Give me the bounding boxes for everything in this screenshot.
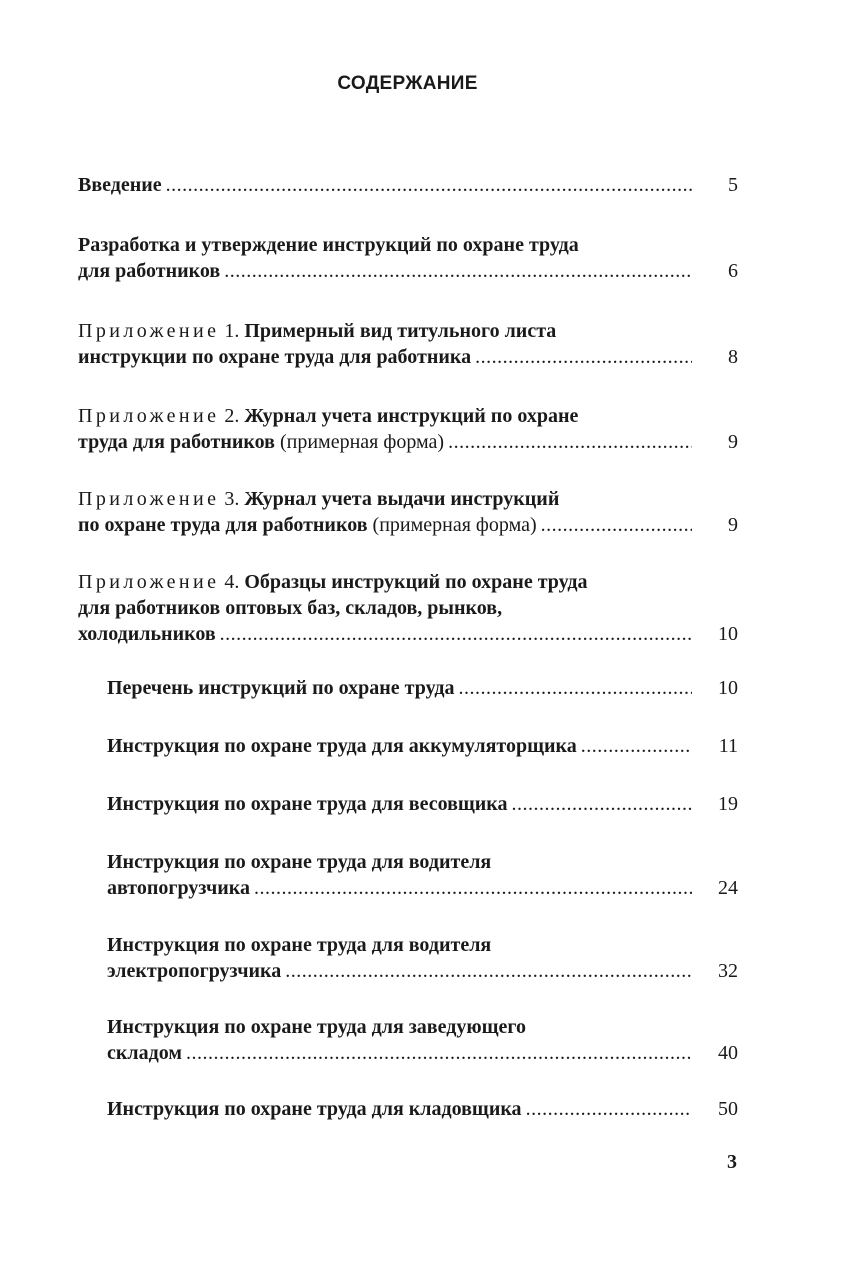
entry-page-number: 32 bbox=[718, 960, 738, 982]
entry-title-line: труда для работников bbox=[78, 431, 275, 453]
entry-title-line: электропогрузчика bbox=[107, 960, 282, 982]
appendix-label: Приложение bbox=[78, 405, 220, 427]
leader-dots bbox=[508, 791, 693, 817]
entry-title-line: автопогрузчика bbox=[107, 877, 250, 899]
toc-entry-weigher[interactable] bbox=[107, 791, 738, 817]
appendix-label: Приложение bbox=[78, 488, 220, 510]
toc-entry-appendix-4[interactable] bbox=[78, 569, 738, 647]
entry-title-line: Инструкция по охране труда для заведующего bbox=[107, 1016, 526, 1038]
entry-title-line: холодильников bbox=[78, 623, 216, 645]
entry-page-number: 8 bbox=[728, 346, 738, 368]
leader-dots bbox=[471, 344, 692, 370]
entry-page-number: 11 bbox=[718, 735, 738, 757]
entry-title-line: для работников bbox=[78, 260, 221, 282]
entry-note: (примерная форма) bbox=[279, 431, 445, 453]
toc-entry-forklift-driver[interactable] bbox=[107, 849, 738, 901]
toc-entry-appendix-2[interactable] bbox=[78, 403, 738, 455]
entry-page-number: 50 bbox=[718, 1098, 738, 1120]
appendix-label: Приложение bbox=[78, 571, 220, 593]
entry-title-line: Примерный вид титульного листа bbox=[244, 320, 557, 342]
entry-title: Введение bbox=[78, 174, 162, 196]
toc-entry-electric-forklift-driver[interactable] bbox=[107, 932, 738, 984]
entry-page-number: 5 bbox=[728, 174, 738, 196]
leader-dots bbox=[182, 1040, 692, 1066]
entry-page-number: 9 bbox=[728, 431, 738, 453]
entry-page-number: 9 bbox=[728, 514, 738, 536]
appendix-number: 3. bbox=[224, 488, 240, 510]
leader-dots bbox=[444, 429, 692, 455]
leader-dots bbox=[220, 258, 692, 284]
entry-page-number: 6 bbox=[728, 260, 738, 282]
toc-entry-instruction-list[interactable] bbox=[107, 675, 738, 701]
entry-page-number: 24 bbox=[718, 877, 738, 899]
entry-title-line: Журнал учета выдачи инструкций bbox=[244, 488, 560, 510]
toc-entry-introduction[interactable] bbox=[78, 172, 738, 198]
toc-entry-battery-operator[interactable] bbox=[107, 733, 738, 759]
page-number: 3 bbox=[727, 1151, 737, 1173]
toc-entry-development[interactable] bbox=[78, 232, 738, 284]
entry-title: Перечень инструкций по охране труда bbox=[107, 677, 455, 699]
toc-entry-storekeeper[interactable] bbox=[107, 1096, 738, 1122]
entry-title-line: по охране труда для работников bbox=[78, 514, 368, 536]
appendix-number: 2. bbox=[224, 405, 240, 427]
entry-title: Инструкция по охране труда для аккумуляторщика bbox=[107, 735, 577, 757]
leader-dots bbox=[522, 1096, 692, 1122]
appendix-label: Приложение bbox=[78, 320, 220, 342]
leader-dots bbox=[537, 512, 692, 538]
entry-page-number: 40 bbox=[718, 1042, 738, 1064]
entry-page-number: 19 bbox=[718, 793, 738, 815]
appendix-number: 4. bbox=[224, 571, 240, 593]
toc-entry-appendix-3[interactable] bbox=[78, 486, 738, 538]
toc-entry-warehouse-manager[interactable] bbox=[107, 1014, 738, 1066]
entry-title-line: для работников оптовых баз, складов, рынков, bbox=[78, 597, 503, 619]
entry-title-line: складом bbox=[107, 1042, 182, 1064]
entry-title-line: Разработка и утверждение инструкций по охране труда bbox=[78, 234, 579, 256]
leader-dots bbox=[454, 675, 692, 701]
entry-title-line: Образцы инструкций по охране труда bbox=[244, 571, 588, 593]
leader-dots bbox=[577, 733, 692, 759]
entry-title-line: инструкции по охране труда для работника bbox=[78, 346, 472, 368]
entry-note: (примерная форма) bbox=[372, 514, 537, 536]
leader-dots bbox=[162, 172, 692, 198]
toc-entry-appendix-1[interactable] bbox=[78, 318, 738, 370]
entry-title: Инструкция по охране труда для кладовщика bbox=[107, 1098, 522, 1120]
leader-dots bbox=[250, 875, 692, 901]
entry-title-line: Инструкция по охране труда для водителя bbox=[107, 851, 492, 873]
entry-title: Инструкция по охране труда для весовщика bbox=[107, 793, 508, 815]
appendix-number: 1. bbox=[224, 320, 240, 342]
leader-dots bbox=[216, 621, 692, 647]
entry-title-line: Инструкция по охране труда для водителя bbox=[107, 934, 492, 956]
entry-page-number: 10 bbox=[718, 677, 738, 699]
page-title: СОДЕРЖАНИЕ bbox=[337, 73, 478, 94]
leader-dots bbox=[281, 958, 692, 984]
entry-page-number: 10 bbox=[718, 623, 738, 645]
entry-title-line: Журнал учета инструкций по охране bbox=[244, 405, 579, 427]
